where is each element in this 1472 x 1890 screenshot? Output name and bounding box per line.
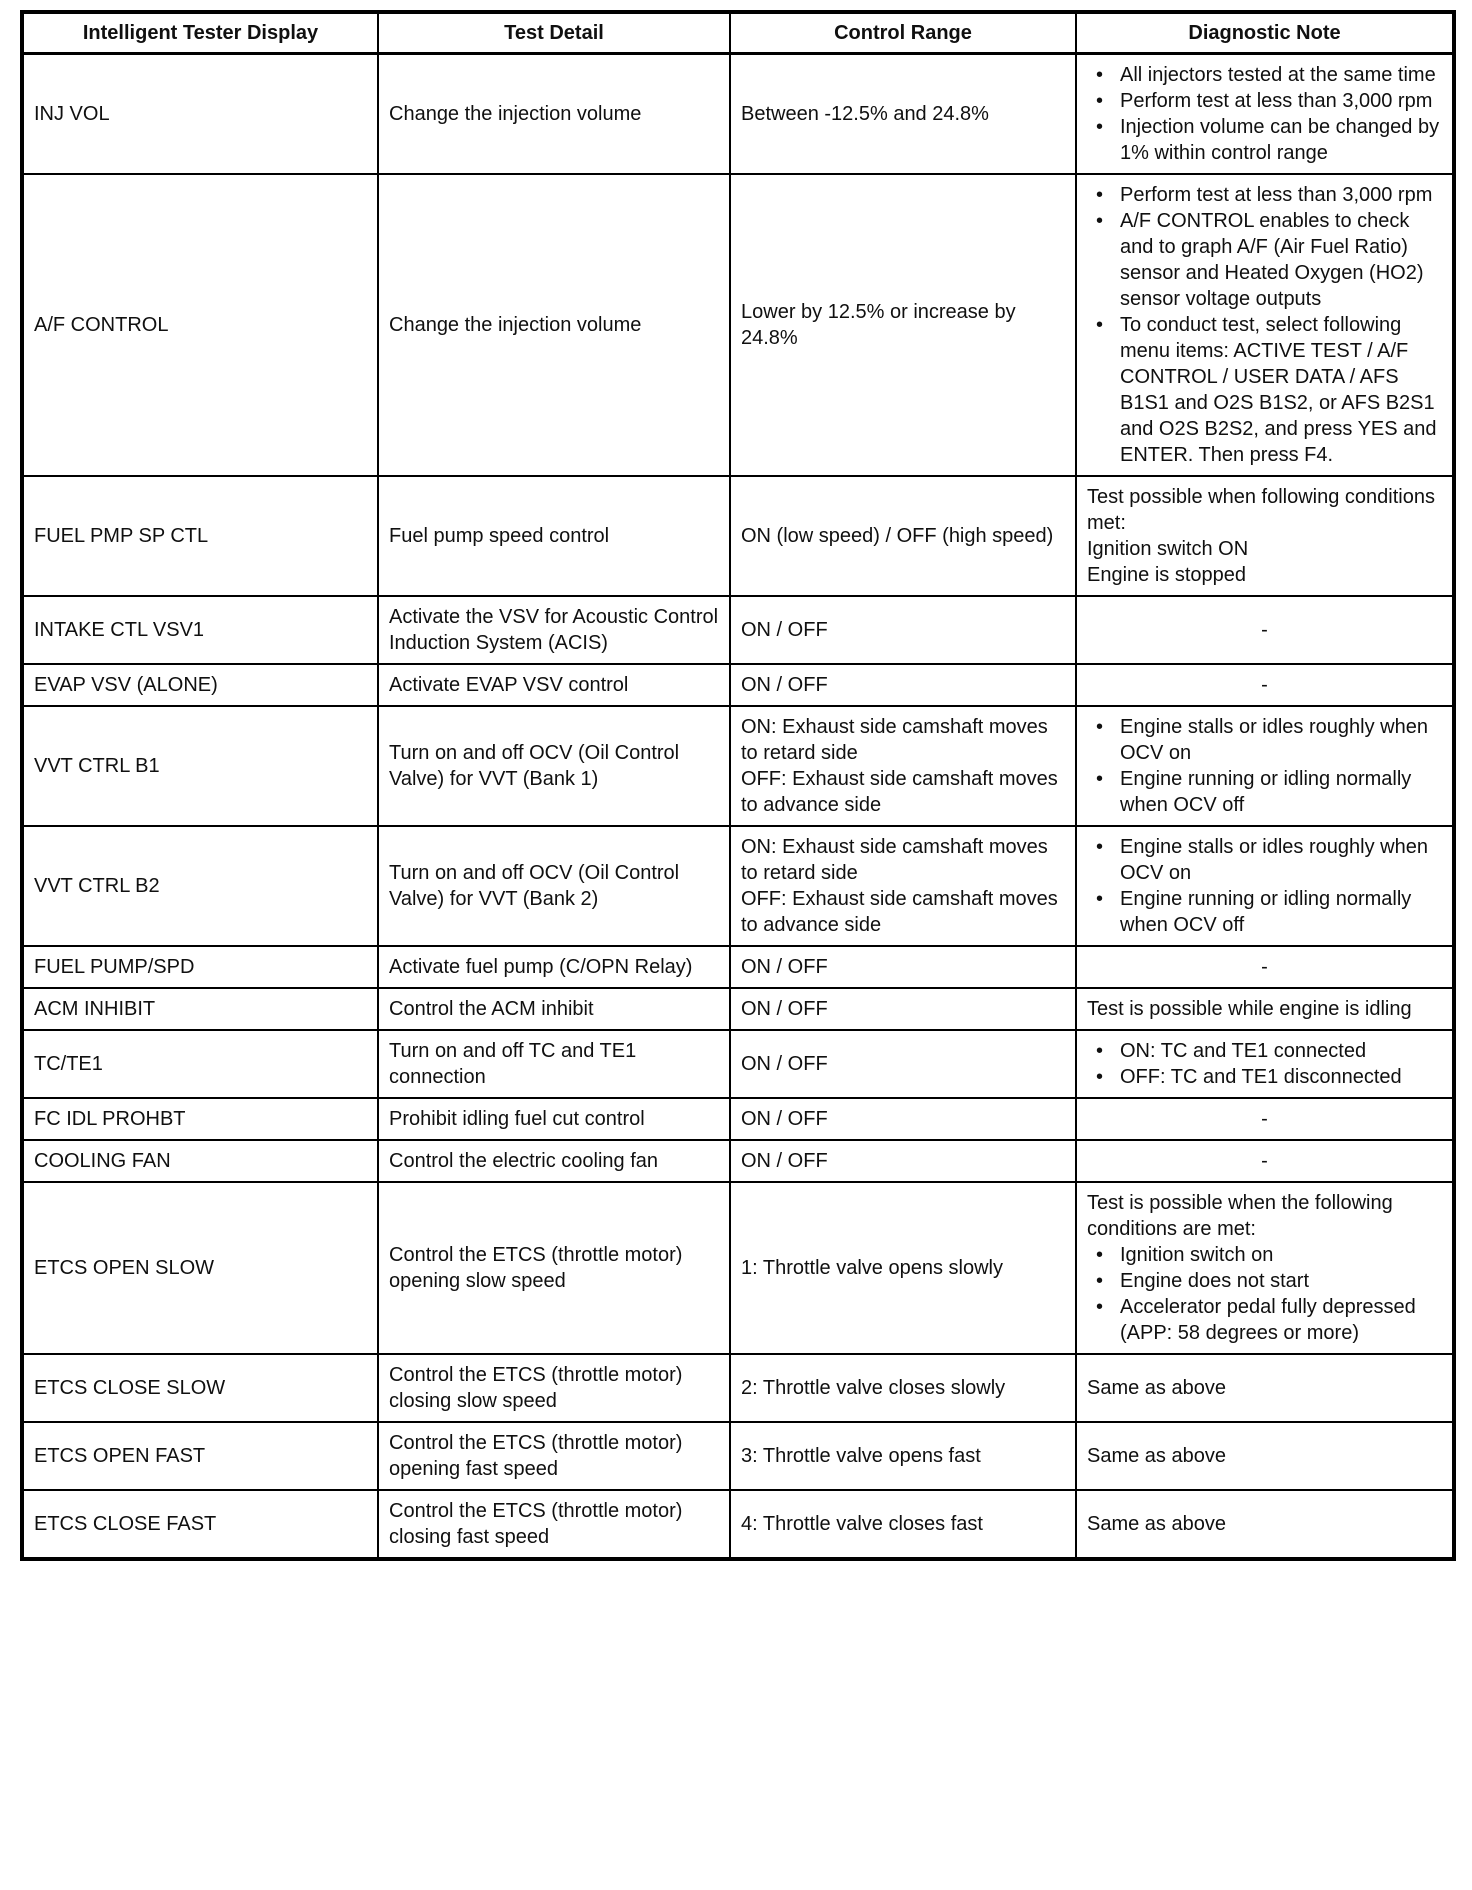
note-intro: Test is possible when the following conditions are met: bbox=[1087, 1192, 1393, 1240]
control-line: OFF: Exhaust side camshaft moves to advance side bbox=[741, 768, 1058, 816]
cell-test-detail: Control the ACM inhibit bbox=[378, 988, 730, 1030]
cell-control-range: ON (low speed) / OFF (high speed) bbox=[730, 476, 1076, 596]
table-row bbox=[22, 988, 1454, 1030]
cell-tester-display: ETCS OPEN FAST bbox=[22, 1422, 378, 1490]
cell-tester-display: TC/TE1 bbox=[22, 1030, 378, 1098]
cell-control-range: 2: Throttle valve closes slowly bbox=[730, 1354, 1076, 1422]
note-bullet: • Engine running or idling normally when OCV off bbox=[1087, 886, 1442, 938]
cell-test-detail: Control the ETCS (throttle motor) closing slow speed bbox=[378, 1354, 730, 1422]
cell-diagnostic-note: - bbox=[1076, 946, 1454, 988]
note-bullet-list bbox=[1087, 182, 1442, 468]
control-line: OFF: Exhaust side camshaft moves to advance side bbox=[741, 888, 1058, 936]
active-test-table bbox=[20, 10, 1456, 1561]
cell-control-range: ON / OFF bbox=[730, 1140, 1076, 1182]
cell-control-range: ON / OFF bbox=[730, 664, 1076, 706]
cell-diagnostic-note bbox=[1076, 826, 1454, 946]
table-row bbox=[22, 1422, 1454, 1490]
note-bullet: • Perform test at less than 3,000 rpm bbox=[1087, 88, 1442, 114]
note-bullet-list bbox=[1087, 834, 1442, 938]
note-bullet: • Ignition switch on bbox=[1087, 1242, 1442, 1268]
cell-control-range: Between -12.5% and 24.8% bbox=[730, 54, 1076, 175]
cell-diagnostic-note: - bbox=[1076, 664, 1454, 706]
cell-diagnostic-note: - bbox=[1076, 1098, 1454, 1140]
cell-tester-display: ETCS CLOSE FAST bbox=[22, 1490, 378, 1559]
cell-tester-display: COOLING FAN bbox=[22, 1140, 378, 1182]
cell-control-range: 3: Throttle valve opens fast bbox=[730, 1422, 1076, 1490]
note-line: Test possible when following conditions met: bbox=[1087, 486, 1435, 534]
cell-control-range: ON / OFF bbox=[730, 946, 1076, 988]
cell-diagnostic-note: Test is possible while engine is idling bbox=[1076, 988, 1454, 1030]
cell-test-detail: Control the ETCS (throttle motor) opening slow speed bbox=[378, 1182, 730, 1354]
cell-test-detail: Control the ETCS (throttle motor) opening fast speed bbox=[378, 1422, 730, 1490]
note-bullet-list bbox=[1087, 714, 1442, 818]
col-header-diagnostic-note: Diagnostic Note bbox=[1076, 12, 1454, 54]
cell-diagnostic-note: Same as above bbox=[1076, 1490, 1454, 1559]
note-bullet-list bbox=[1087, 1038, 1442, 1090]
cell-test-detail: Change the injection volume bbox=[378, 54, 730, 175]
note-bullet-list bbox=[1087, 62, 1442, 166]
table-row bbox=[22, 1030, 1454, 1098]
cell-tester-display: EVAP VSV (ALONE) bbox=[22, 664, 378, 706]
cell-tester-display: ACM INHIBIT bbox=[22, 988, 378, 1030]
table-row bbox=[22, 174, 1454, 476]
cell-test-detail: Change the injection volume bbox=[378, 174, 730, 476]
cell-test-detail: Fuel pump speed control bbox=[378, 476, 730, 596]
note-bullet: • Accelerator pedal fully depressed (APP: 58 degrees or more) bbox=[1087, 1294, 1442, 1346]
cell-diagnostic-note bbox=[1076, 174, 1454, 476]
table-row bbox=[22, 1490, 1454, 1559]
table-row bbox=[22, 706, 1454, 826]
cell-control-range: ON / OFF bbox=[730, 596, 1076, 664]
cell-test-detail: Activate EVAP VSV control bbox=[378, 664, 730, 706]
cell-control-range: ON / OFF bbox=[730, 1030, 1076, 1098]
cell-control-range: ON / OFF bbox=[730, 988, 1076, 1030]
note-bullet: • To conduct test, select following menu items: ACTIVE TEST / A/F CONTROL / USER DATA / AFS B1S1 and O2S B1S2, or AFS B2S1 and O2S B2S2, and press YES and ENTER. Then press F4. bbox=[1087, 312, 1442, 468]
cell-diagnostic-note bbox=[1076, 476, 1454, 596]
table-row bbox=[22, 476, 1454, 596]
table-row bbox=[22, 1140, 1454, 1182]
note-bullet: • Perform test at less than 3,000 rpm bbox=[1087, 182, 1442, 208]
cell-control-range: Lower by 12.5% or increase by 24.8% bbox=[730, 174, 1076, 476]
cell-diagnostic-note: - bbox=[1076, 1140, 1454, 1182]
cell-diagnostic-note bbox=[1076, 54, 1454, 175]
cell-diagnostic-note: Same as above bbox=[1076, 1422, 1454, 1490]
note-bullet: • ON: TC and TE1 connected bbox=[1087, 1038, 1442, 1064]
note-bullet: • Engine stalls or idles roughly when OCV on bbox=[1087, 834, 1442, 886]
cell-tester-display: ETCS OPEN SLOW bbox=[22, 1182, 378, 1354]
cell-tester-display: FUEL PMP SP CTL bbox=[22, 476, 378, 596]
cell-test-detail: Turn on and off OCV (Oil Control Valve) for VVT (Bank 1) bbox=[378, 706, 730, 826]
note-line: Ignition switch ON bbox=[1087, 538, 1249, 560]
control-line: ON: Exhaust side camshaft moves to retard side bbox=[741, 716, 1048, 764]
cell-diagnostic-note bbox=[1076, 1030, 1454, 1098]
table-row bbox=[22, 54, 1454, 175]
cell-diagnostic-note: - bbox=[1076, 596, 1454, 664]
cell-tester-display: INTAKE CTL VSV1 bbox=[22, 596, 378, 664]
note-bullet: • Injection volume can be changed by 1% within control range bbox=[1087, 114, 1442, 166]
cell-tester-display: INJ VOL bbox=[22, 54, 378, 175]
cell-test-detail: Control the electric cooling fan bbox=[378, 1140, 730, 1182]
cell-diagnostic-note: Same as above bbox=[1076, 1354, 1454, 1422]
note-bullet: • OFF: TC and TE1 disconnected bbox=[1087, 1064, 1442, 1090]
control-line: ON: Exhaust side camshaft moves to retard side bbox=[741, 836, 1048, 884]
note-bullet: • Engine running or idling normally when OCV off bbox=[1087, 766, 1442, 818]
table-row bbox=[22, 596, 1454, 664]
cell-test-detail: Control the ETCS (throttle motor) closing fast speed bbox=[378, 1490, 730, 1559]
cell-control-range: 4: Throttle valve closes fast bbox=[730, 1490, 1076, 1559]
table-row bbox=[22, 1098, 1454, 1140]
cell-tester-display: VVT CTRL B1 bbox=[22, 706, 378, 826]
table-row bbox=[22, 826, 1454, 946]
note-bullet: • A/F CONTROL enables to check and to graph A/F (Air Fuel Ratio) sensor and Heated Oxygen (HO2) sensor voltage outputs bbox=[1087, 208, 1442, 312]
note-bullet-list bbox=[1087, 1242, 1442, 1346]
col-header-tester-display: Intelligent Tester Display bbox=[22, 12, 378, 54]
table-row bbox=[22, 664, 1454, 706]
table-row bbox=[22, 946, 1454, 988]
table-row bbox=[22, 1182, 1454, 1354]
cell-tester-display: ETCS CLOSE SLOW bbox=[22, 1354, 378, 1422]
cell-diagnostic-note bbox=[1076, 1182, 1454, 1354]
cell-diagnostic-note bbox=[1076, 706, 1454, 826]
cell-test-detail: Prohibit idling fuel cut control bbox=[378, 1098, 730, 1140]
cell-control-range bbox=[730, 706, 1076, 826]
note-bullet: • All injectors tested at the same time bbox=[1087, 62, 1442, 88]
col-header-control-range: Control Range bbox=[730, 12, 1076, 54]
cell-test-detail: Activate the VSV for Acoustic Control Induction System (ACIS) bbox=[378, 596, 730, 664]
cell-tester-display: FC IDL PROHBT bbox=[22, 1098, 378, 1140]
cell-control-range: ON / OFF bbox=[730, 1098, 1076, 1140]
cell-tester-display: VVT CTRL B2 bbox=[22, 826, 378, 946]
cell-tester-display: FUEL PUMP/SPD bbox=[22, 946, 378, 988]
note-bullet: • Engine does not start bbox=[1087, 1268, 1442, 1294]
cell-test-detail: Turn on and off TC and TE1 connection bbox=[378, 1030, 730, 1098]
cell-control-range bbox=[730, 826, 1076, 946]
cell-tester-display: A/F CONTROL bbox=[22, 174, 378, 476]
cell-test-detail: Activate fuel pump (C/OPN Relay) bbox=[378, 946, 730, 988]
table-row bbox=[22, 1354, 1454, 1422]
cell-control-range: 1: Throttle valve opens slowly bbox=[730, 1182, 1076, 1354]
note-bullet: • Engine stalls or idles roughly when OCV on bbox=[1087, 714, 1442, 766]
header-row bbox=[22, 12, 1454, 54]
cell-test-detail: Turn on and off OCV (Oil Control Valve) for VVT (Bank 2) bbox=[378, 826, 730, 946]
note-line: Engine is stopped bbox=[1087, 564, 1247, 586]
col-header-test-detail: Test Detail bbox=[378, 12, 730, 54]
